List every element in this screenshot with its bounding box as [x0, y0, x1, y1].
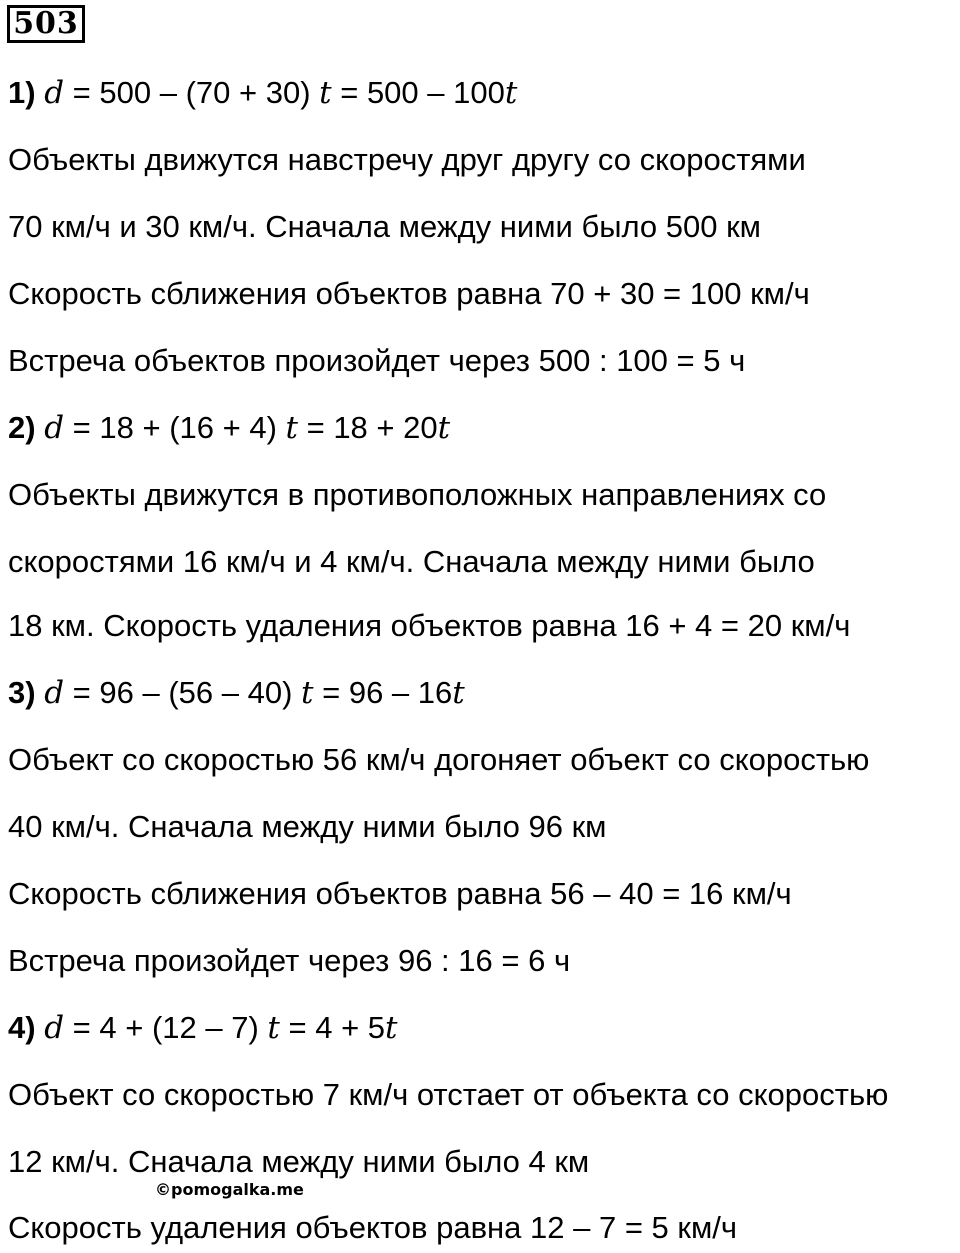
formula-part: = 4 + (12 – 7): [64, 1010, 268, 1045]
part-marker-2: 2): [8, 410, 36, 445]
task-number: 503: [7, 5, 85, 43]
text-line: 12 км/ч. Сначала между ними было 4 км: [8, 1144, 590, 1179]
variable-t: t: [504, 75, 518, 111]
formula-1: [8, 73, 517, 113]
text-line: 18 км. Скорость удаления объектов равна 16 + 4 = 20 км/ч: [8, 608, 851, 643]
variable-t: t: [267, 1010, 280, 1046]
text-line: 40 км/ч. Сначала между ними было 96 км: [8, 809, 607, 844]
part-marker-3: 3): [8, 675, 36, 710]
variable-d: d: [44, 675, 65, 711]
text-line: Скорость удаления объектов равна 12 – 7 = 5 км/ч: [8, 1210, 738, 1245]
formula-2: [8, 408, 450, 448]
formula-part: = 4 + 5: [279, 1010, 386, 1045]
part-marker-1: 1): [8, 75, 36, 110]
text-line: Встреча произойдет через 96 : 16 = 6 ч: [8, 943, 571, 978]
text-line: Встреча объектов произойдет через 500 : 100 = 5 ч: [8, 343, 746, 378]
formula-part: = 500 – (70 + 30): [64, 75, 320, 110]
text-line: Скорость сближения объектов равна 70 + 30 = 100 км/ч: [8, 276, 810, 311]
variable-t: t: [437, 410, 451, 446]
variable-t: t: [301, 675, 314, 711]
variable-d: d: [44, 410, 65, 446]
variable-t: t: [319, 75, 332, 111]
formula-part: = 96 – (56 – 40): [64, 675, 302, 710]
formula-3: [8, 673, 465, 713]
variable-t: t: [452, 675, 465, 711]
text-line: 70 км/ч и 30 км/ч. Сначала между ними было 500 км: [8, 209, 761, 244]
text-line: Объекты движутся в противоположных направлениях со: [8, 477, 827, 512]
text-line: Скорость сближения объектов равна 56 – 40 = 16 км/ч: [8, 876, 792, 911]
formula-part: = 96 – 16: [313, 675, 453, 710]
variable-t: t: [385, 1010, 398, 1046]
text-line: Объекты движутся навстречу друг другу со скоростями: [8, 142, 806, 177]
variable-d: d: [44, 1010, 65, 1046]
formula-4: [8, 1008, 398, 1048]
formula-part: = 18 + 20: [297, 410, 438, 445]
text-line: скоростями 16 км/ч и 4 км/ч. Сначала между ними было: [8, 544, 815, 579]
formula-part: = 500 – 100: [331, 75, 505, 110]
formula-part: = 18 + (16 + 4): [64, 410, 286, 445]
part-marker-4: 4): [8, 1010, 36, 1045]
text-line: Объект со скоростью 56 км/ч догоняет объект со скоростью: [8, 742, 870, 777]
variable-d: d: [44, 75, 65, 111]
variable-t: t: [285, 410, 298, 446]
watermark: ©pomogalka.me: [155, 1180, 304, 1199]
text-line: Объект со скоростью 7 км/ч отстает от объекта со скоростью: [8, 1077, 889, 1112]
